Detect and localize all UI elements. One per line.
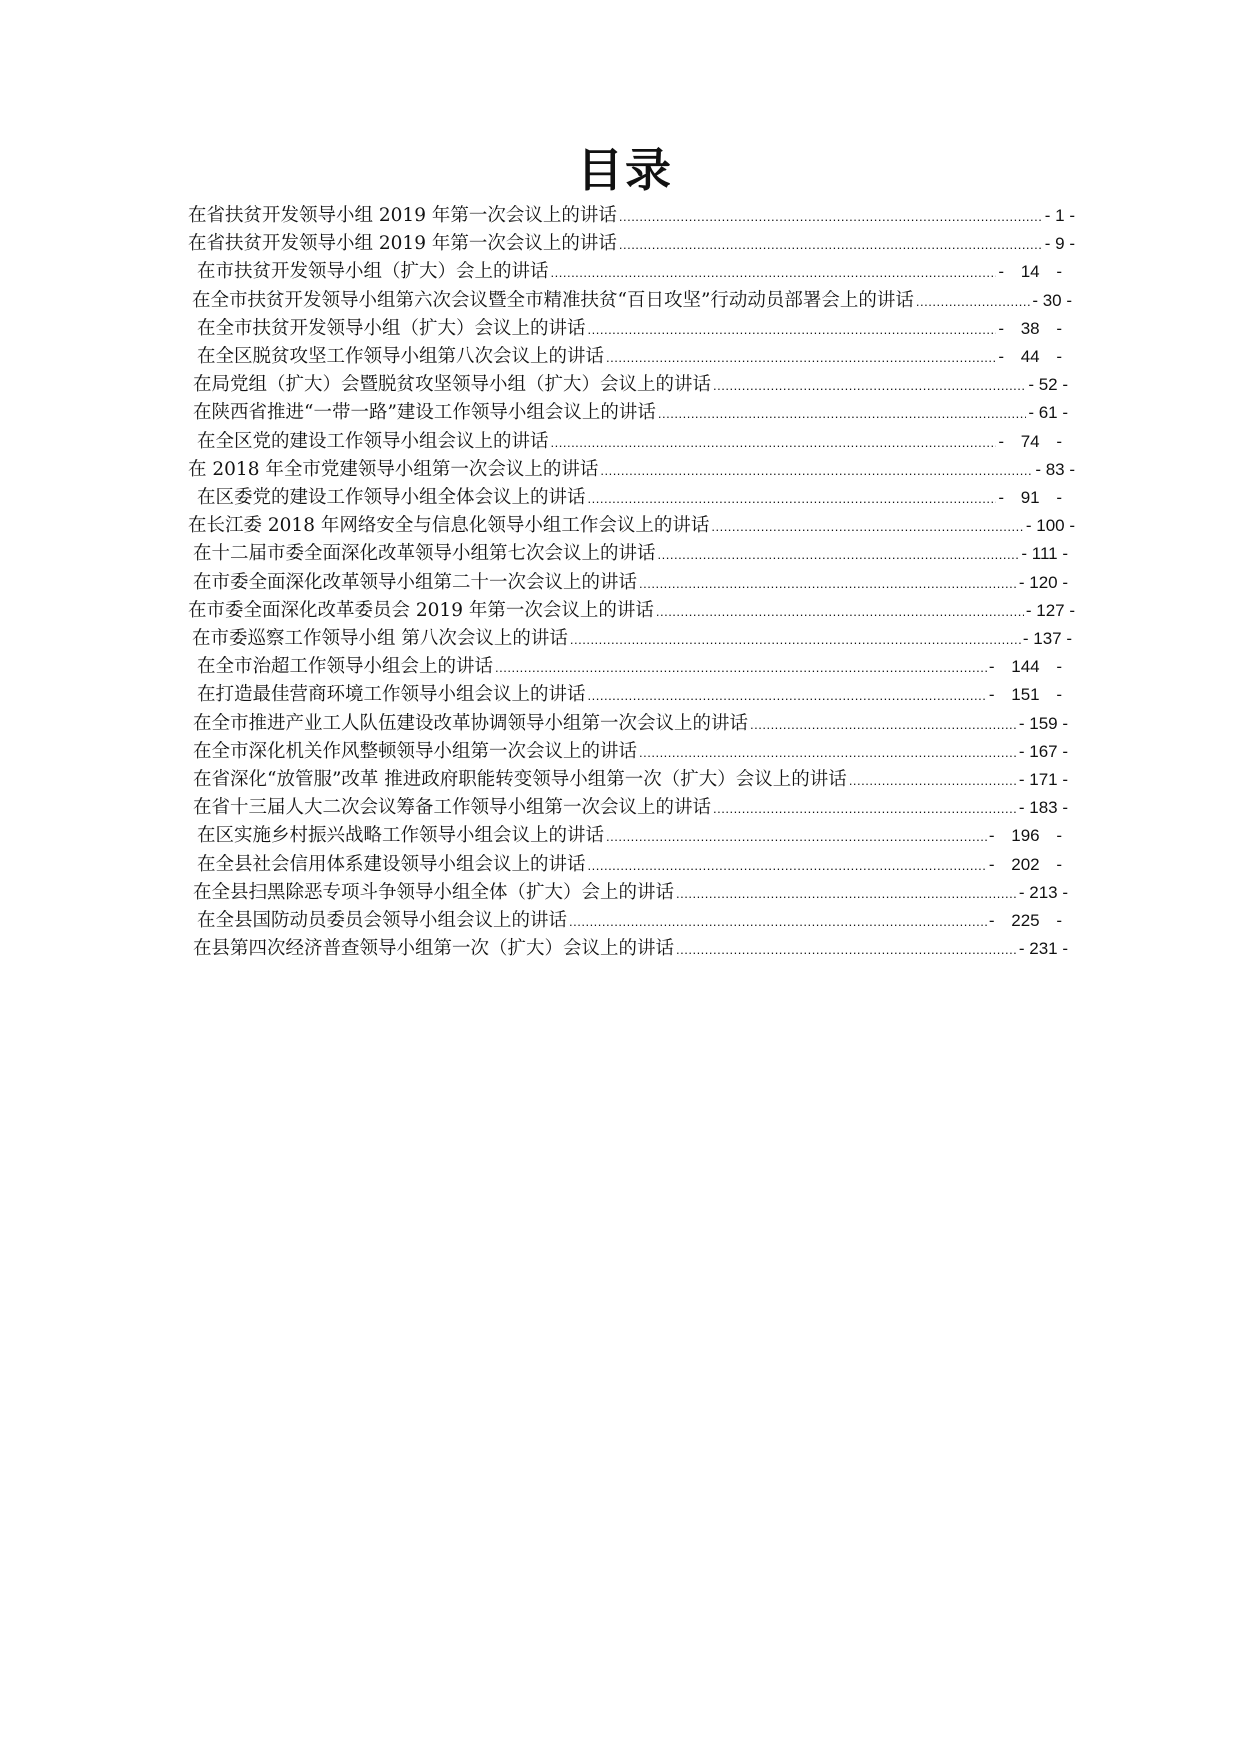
toc-entry[interactable] xyxy=(193,569,1068,597)
toc-dot-leader xyxy=(639,738,1017,766)
toc-page-number: - 30 - xyxy=(1032,290,1072,310)
toc-dot-leader xyxy=(619,230,1043,258)
toc-entry[interactable] xyxy=(192,625,1072,653)
toc-page-number: - 44 - xyxy=(998,347,1062,366)
toc-entry-title: 在陕西省推进“一带一路”建设工作领导小组会议上的讲话 xyxy=(193,402,656,424)
toc-entry[interactable] xyxy=(188,230,1075,258)
toc-page-number: - 9 - xyxy=(1044,234,1075,254)
toc-page-number: - 196 - xyxy=(988,826,1062,846)
toc-entry-title: 在省扶贫开发领导小组 2019 年第一次会议上的讲话 xyxy=(188,233,617,255)
toc-entry-title: 在省深化“放管服”改革 推进政府职能转变领导小组第一次（扩大）会议上的讲话 xyxy=(193,769,847,790)
toc-page-number: - 111 - xyxy=(1021,544,1068,564)
toc-page-number: - 1 - xyxy=(1044,206,1075,225)
toc-entry[interactable] xyxy=(188,512,1075,540)
toc-entry[interactable] xyxy=(193,935,1068,963)
toc-entry[interactable] xyxy=(193,766,1068,794)
toc-entry[interactable] xyxy=(193,371,1068,399)
toc-entry[interactable] xyxy=(197,822,1062,850)
toc-entry-title: 在 2018 年全市党建领导小组第一次会议上的讲话 xyxy=(188,458,599,480)
toc-page-number: - 151 - xyxy=(988,685,1062,705)
toc-dot-leader xyxy=(570,625,1021,653)
toc-page-number: - 61 - xyxy=(1028,403,1068,423)
toc-page-number: - 159 - xyxy=(1018,713,1068,733)
toc-dot-leader xyxy=(569,907,987,935)
toc-dot-leader xyxy=(551,258,997,286)
toc-entry-title: 在市委全面深化改革领导小组第二十一次会议上的讲话 xyxy=(193,571,638,593)
toc-entry[interactable] xyxy=(197,484,1062,512)
toc-page-number: - 183 - xyxy=(1018,798,1068,818)
toc-dot-leader xyxy=(606,343,996,371)
toc-entry-title: 在省十三届人大二次会议筹备工作领导小组第一次会议上的讲话 xyxy=(193,797,712,819)
toc-entry-title: 在全市扶贫开发领导小组第六次会议暨全市精准扶贫“百日攻坚”行动动员部署会上的讲话 xyxy=(192,289,914,311)
toc-entry-title: 在全市扶贫开发领导小组（扩大）会议上的讲话 xyxy=(197,317,586,339)
toc-dot-leader xyxy=(658,399,1026,427)
toc-dot-leader xyxy=(656,597,1024,625)
toc-entry[interactable] xyxy=(188,597,1075,625)
toc-dot-leader xyxy=(600,456,1033,484)
toc-entry-title: 在打造最佳营商环境工作领导小组会议上的讲话 xyxy=(197,684,586,706)
toc-entry-title: 在区委党的建设工作领导小组全体会议上的讲话 xyxy=(197,487,586,508)
toc-entry[interactable] xyxy=(197,343,1062,371)
toc-entry-title: 在全县国防动员委员会领导小组会议上的讲话 xyxy=(197,910,568,931)
toc-entry-title: 在全县扫黑除恶专项斗争领导小组全体（扩大）会上的讲话 xyxy=(193,881,675,903)
toc-page-number: - 167 - xyxy=(1018,741,1068,761)
toc-page-number: - 171 - xyxy=(1018,770,1068,789)
toc-entry-title: 在全县社会信用体系建设领导小组会议上的讲话 xyxy=(197,853,586,875)
toc-entry-title: 在县第四次经济普查领导小组第一次（扩大）会议上的讲话 xyxy=(193,938,675,960)
toc-dot-leader xyxy=(713,371,1026,399)
toc-dot-leader xyxy=(551,428,997,456)
toc-page-number: - 83 - xyxy=(1035,459,1075,479)
toc-entry[interactable] xyxy=(193,738,1068,766)
toc-dot-leader xyxy=(750,710,1017,738)
toc-dot-leader xyxy=(639,569,1017,597)
toc-dot-leader xyxy=(588,851,987,879)
toc-page-number: - 52 - xyxy=(1028,375,1068,395)
toc-dot-leader xyxy=(676,935,1017,963)
toc-page-number: - 225 - xyxy=(988,911,1062,930)
toc-dot-leader xyxy=(658,540,1020,568)
toc-dot-leader xyxy=(711,512,1024,540)
toc-page-number: - 231 - xyxy=(1018,939,1068,959)
toc-page-number: - 202 - xyxy=(988,854,1062,874)
toc-entry[interactable] xyxy=(197,681,1062,709)
toc-page-number: - 137 - xyxy=(1022,629,1072,648)
toc-entry-title: 在长江委 2018 年网络安全与信息化领导小组工作会议上的讲话 xyxy=(188,515,710,537)
toc-page-number: - 127 - xyxy=(1025,600,1075,620)
toc-entry[interactable] xyxy=(193,399,1068,427)
toc-page-number: - 74 - xyxy=(998,431,1062,451)
toc-page-number: - 100 - xyxy=(1025,516,1075,536)
toc-entry-title: 在全区党的建设工作领导小组会议上的讲话 xyxy=(197,430,549,452)
toc-entry[interactable] xyxy=(188,202,1075,230)
toc-dot-leader xyxy=(588,484,997,512)
toc-entry[interactable] xyxy=(197,907,1062,935)
toc-entry-title: 在全市深化机关作风整顿领导小组第一次会议上的讲话 xyxy=(193,740,638,762)
toc-entry-title: 在全市治超工作领导小组会上的讲话 xyxy=(197,656,494,678)
toc-dot-leader xyxy=(676,879,1017,907)
toc-entry[interactable] xyxy=(197,851,1062,879)
toc-entry-title: 在区实施乡村振兴战略工作领导小组会议上的讲话 xyxy=(197,825,605,847)
toc-dot-leader xyxy=(713,794,1017,822)
toc-page-number: - 144 - xyxy=(988,657,1062,677)
toc-entry-title: 在全市推进产业工人队伍建设改革协调领导小组第一次会议上的讲话 xyxy=(193,712,749,734)
toc-dot-leader xyxy=(606,822,987,850)
toc-entry[interactable] xyxy=(192,287,1072,315)
page-title: 目录 xyxy=(577,143,673,197)
toc-dot-leader xyxy=(849,766,1017,794)
toc-page-number: - 213 - xyxy=(1018,882,1068,902)
toc-entry-title: 在全区脱贫攻坚工作领导小组第八次会议上的讲话 xyxy=(197,346,605,367)
toc-entry[interactable] xyxy=(197,653,1062,681)
toc-entry[interactable] xyxy=(193,794,1068,822)
toc-entry[interactable] xyxy=(197,315,1062,343)
toc-entry-title: 在市委全面深化改革委员会 2019 年第一次会议上的讲话 xyxy=(188,599,654,621)
toc-entry-title: 在市委巡察工作领导小组 第八次会议上的讲话 xyxy=(192,628,568,649)
toc-dot-leader xyxy=(588,315,997,343)
toc-entry[interactable] xyxy=(193,540,1068,568)
toc-entry[interactable] xyxy=(197,258,1062,286)
toc-page-number: - 38 - xyxy=(998,318,1062,338)
toc-entry[interactable] xyxy=(188,456,1075,484)
toc-dot-leader xyxy=(619,202,1043,230)
toc-dot-leader xyxy=(495,653,987,681)
toc-entry-title: 在省扶贫开发领导小组 2019 年第一次会议上的讲话 xyxy=(188,205,617,226)
toc-entry-title: 在局党组（扩大）会暨脱贫攻坚领导小组（扩大）会议上的讲话 xyxy=(193,374,712,396)
toc-page-number: - 91 - xyxy=(998,488,1062,507)
toc-page-number: - 14 - xyxy=(998,262,1062,282)
toc-entry[interactable] xyxy=(193,710,1068,738)
toc-entry-title: 在市扶贫开发领导小组（扩大）会上的讲话 xyxy=(197,261,549,283)
toc-entry[interactable] xyxy=(193,879,1068,907)
toc-dot-leader xyxy=(916,287,1030,315)
toc-entry[interactable] xyxy=(197,428,1062,456)
toc-dot-leader xyxy=(588,681,987,709)
toc-page-number: - 120 - xyxy=(1018,572,1068,592)
toc-entry-title: 在十二届市委全面深化改革领导小组第七次会议上的讲话 xyxy=(193,543,656,565)
